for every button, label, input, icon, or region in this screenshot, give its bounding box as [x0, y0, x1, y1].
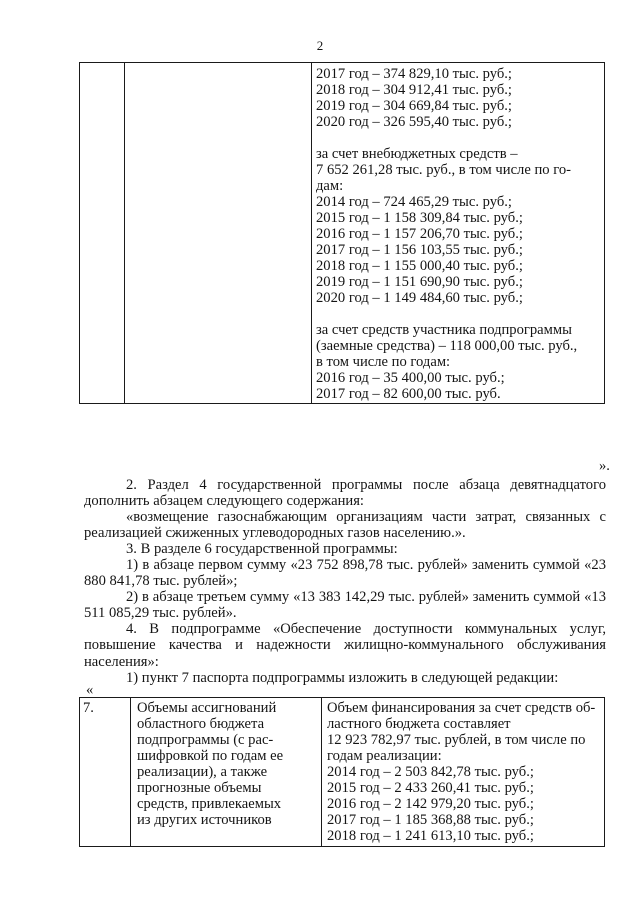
funding-line: 2019 год – 304 669,84 тыс. руб.;	[316, 98, 512, 114]
funding-line: 2018 год – 1 155 000,40 тыс. руб.;	[316, 258, 523, 274]
funding-table-continued	[79, 62, 605, 404]
paragraph: 1) пункт 7 паспорта подпрограммы изложить в следующей редакции:	[126, 669, 559, 686]
label-line: прогнозные объемы	[137, 780, 262, 796]
label-line: областного бюджета	[137, 716, 265, 732]
funding-line: 2020 год – 1 149 484,60 тыс. руб.;	[316, 290, 523, 306]
table-cell-label	[131, 698, 322, 847]
label-line: из других источников	[137, 812, 272, 828]
table-cell-number	[80, 63, 125, 404]
funding-line: 2019 год – 1 151 690,90 тыс. руб.;	[316, 274, 523, 290]
funding-line: 2016 год – 2 142 979,20 тыс. руб.;	[327, 796, 534, 812]
funding-line: 2015 год – 2 433 260,41 тыс. руб.;	[327, 780, 534, 796]
funding-line: Объем финансирования за счет средств об-	[327, 700, 596, 716]
funding-line: 2014 год – 2 503 842,78 тыс. руб.;	[327, 764, 534, 780]
paragraph: «возмещение газоснабжающим организациям части затрат, связанных с реализацией сжиженных углеводородных газов населению.».	[84, 509, 606, 542]
funding-line: в том числе по годам:	[316, 354, 451, 370]
item-number: 7.	[83, 700, 94, 716]
funding-line: 2017 год – 374 829,10 тыс. руб.;	[316, 66, 512, 82]
label-line: шифровкой по годам ее	[137, 748, 284, 764]
table-cell-funding	[322, 698, 605, 847]
funding-line: за счет внебюджетных средств –	[316, 146, 518, 162]
funding-line: 2015 год – 1 158 309,84 тыс. руб.;	[316, 210, 523, 226]
label-line: подпрограммы (с рас-	[137, 732, 274, 748]
page-number: 2	[316, 38, 324, 53]
funding-line: 2017 год – 1 185 368,88 тыс. руб.;	[327, 812, 534, 828]
funding-line: 2018 год – 1 241 613,10 тыс. руб.;	[327, 828, 534, 844]
passport-item-7-table	[79, 697, 605, 847]
opening-quote: «	[86, 682, 94, 698]
funding-line: за счет средств участника подпрограммы	[316, 322, 572, 338]
paragraph: 2) в абзаце третьем сумму «13 383 142,29 тыс. рублей» заменить суммой «13 511 085,29 тыс. рублей».	[84, 589, 606, 622]
funding-line: 7 652 261,28 тыс. руб., в том числе по го-	[316, 162, 571, 178]
funding-line: 2017 год – 82 600,00 тыс. руб.	[316, 386, 501, 402]
amendment-text	[84, 477, 606, 686]
table-cell-label	[125, 63, 312, 404]
funding-line: (заемные средства) – 118 000,00 тыс. руб.,	[316, 338, 578, 354]
table-cell-funding	[312, 63, 605, 404]
funding-line: 2018 год – 304 912,41 тыс. руб.;	[316, 82, 512, 98]
blank-line	[316, 306, 600, 322]
funding-line: дам:	[316, 178, 344, 194]
funding-line: 2017 год – 1 156 103,55 тыс. руб.;	[316, 242, 523, 258]
blank-line	[316, 130, 600, 146]
funding-line: 2020 год – 326 595,40 тыс. руб.;	[316, 114, 512, 130]
label-line: реализации), а также	[137, 764, 268, 780]
closing-quote: ».	[599, 458, 610, 474]
funding-line: 2016 год – 35 400,00 тыс. руб.;	[316, 370, 505, 386]
paragraph: 1) в абзаце первом сумму «23 752 898,78 тыс. рублей» заменить суммой «23 880 841,78 тыс. рублей»;	[84, 557, 606, 590]
table-cell-number	[80, 698, 131, 847]
label-line: Объемы ассигнований	[137, 700, 277, 716]
funding-line: годам реализации:	[327, 748, 442, 764]
funding-line: ластного бюджета составляет	[327, 716, 511, 732]
paragraph: 4. В подпрограмме «Обеспечение доступности коммунальных услуг, повышение качества и надежности жилищно-коммунального обслуживания населения»:	[84, 621, 606, 670]
funding-line: 12 923 782,97 тыс. рублей, в том числе по	[327, 732, 586, 748]
label-line: средств, привлекаемых	[137, 796, 282, 812]
paragraph: 3. В разделе 6 государственной программы:	[126, 541, 398, 558]
funding-line: 2016 год – 1 157 206,70 тыс. руб.;	[316, 226, 523, 242]
funding-line: 2014 год – 724 465,29 тыс. руб.;	[316, 194, 512, 210]
paragraph: 2. Раздел 4 государственной программы после абзаца девятнадцатого дополнить абзацем следующего содержания:	[84, 477, 606, 510]
